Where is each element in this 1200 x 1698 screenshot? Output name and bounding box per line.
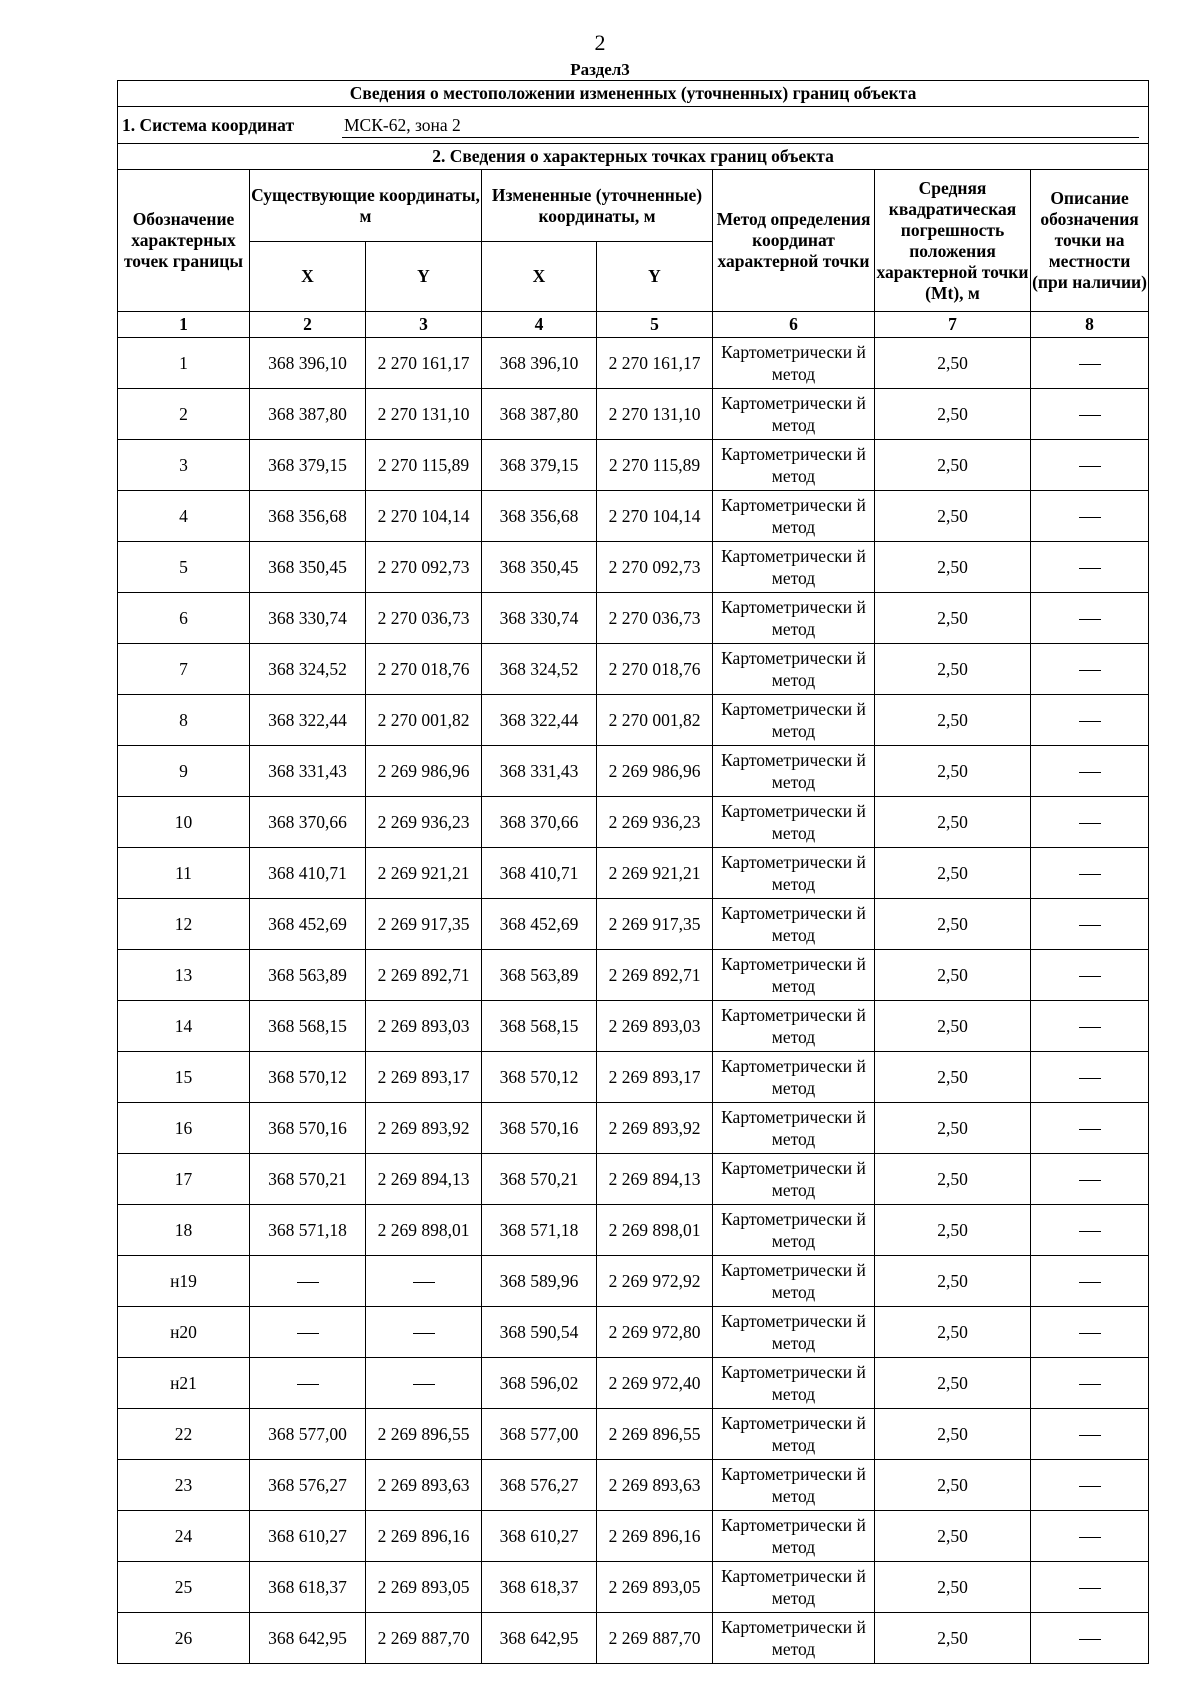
table-row [118,797,1149,848]
cell-changed-y: 2 270 161,17 [597,338,713,389]
cell-changed-y: 2 269 972,92 [597,1256,713,1307]
column-number: 4 [482,312,597,338]
cell-existing-y: 2 270 131,10 [366,389,482,440]
cell-description [1031,491,1149,542]
cell-method: Картометрически й метод [713,1205,875,1256]
cell-changed-x: 368 570,12 [482,1052,597,1103]
cell-changed-y: 2 270 001,82 [597,695,713,746]
cell-method: Картометрически й метод [713,542,875,593]
dash-mark [1079,1180,1101,1181]
cell-changed-x: 368 322,44 [482,695,597,746]
header-changed-x: X [482,242,597,312]
cell-error-mt: 2,50 [875,1256,1031,1307]
cell-existing-x: 368 571,18 [250,1205,366,1256]
dash-mark [1079,1486,1101,1487]
dash-mark [1079,1384,1101,1385]
cell-error-mt: 2,50 [875,1409,1031,1460]
cell-existing-x: 368 322,44 [250,695,366,746]
dash-mark [1079,1027,1101,1028]
cell-point-id: 3 [118,440,250,491]
table-row [118,389,1149,440]
cell-changed-x: 368 563,89 [482,950,597,1001]
header-changed: Измененные (уточненные) координаты, м [482,170,713,242]
dash-mark [1079,1129,1101,1130]
cell-changed-y: 2 270 115,89 [597,440,713,491]
cell-point-id: 16 [118,1103,250,1154]
cell-description [1031,1256,1149,1307]
column-number: 1 [118,312,250,338]
table-row [118,1205,1149,1256]
dash-mark [1079,1435,1101,1436]
cell-description [1031,797,1149,848]
dash-mark [1079,619,1101,620]
cell-existing-y: 2 269 893,63 [366,1460,482,1511]
column-number: 3 [366,312,482,338]
cell-method: Картометрически й метод [713,1460,875,1511]
cell-point-id: 14 [118,1001,250,1052]
cell-point-id: н19 [118,1256,250,1307]
cell-description [1031,899,1149,950]
cell-existing-y: 2 269 887,70 [366,1613,482,1664]
cell-existing-x: 368 452,69 [250,899,366,950]
dash-mark [1079,415,1101,416]
dash-mark [1079,670,1101,671]
cell-point-id: 15 [118,1052,250,1103]
cell-error-mt: 2,50 [875,542,1031,593]
cell-changed-y: 2 269 921,21 [597,848,713,899]
dash-mark [413,1384,435,1385]
cell-changed-y: 2 269 893,63 [597,1460,713,1511]
cell-method: Картометрически й метод [713,440,875,491]
cell-changed-x: 368 571,18 [482,1205,597,1256]
table-row [118,899,1149,950]
dash-mark [1079,1588,1101,1589]
cell-description [1031,1307,1149,1358]
table-row [118,1103,1149,1154]
page-number: 2 [594,30,606,55]
cell-changed-x: 368 330,74 [482,593,597,644]
table-row [118,1460,1149,1511]
table-row [118,491,1149,542]
dash-mark [1079,466,1101,467]
table-row [118,1001,1149,1052]
cell-point-id: 11 [118,848,250,899]
header-designation: Обозначение характерных точек границы [118,170,250,312]
cell-existing-y: 2 269 893,17 [366,1052,482,1103]
cell-point-id: 8 [118,695,250,746]
cell-point-id: н21 [118,1358,250,1409]
cell-error-mt: 2,50 [875,899,1031,950]
cell-existing-x: 368 330,74 [250,593,366,644]
dash-mark [1079,517,1101,518]
cell-changed-x: 368 596,02 [482,1358,597,1409]
cell-changed-y: 2 270 131,10 [597,389,713,440]
table-row [118,338,1149,389]
dash-mark [1079,976,1101,977]
cell-method: Картометрически й метод [713,1358,875,1409]
cell-changed-y: 2 269 936,23 [597,797,713,848]
cell-changed-x: 368 452,69 [482,899,597,950]
dash-mark [413,1333,435,1334]
cell-error-mt: 2,50 [875,1460,1031,1511]
cell-description [1031,746,1149,797]
cell-existing-y: 2 269 921,21 [366,848,482,899]
cell-point-id: 23 [118,1460,250,1511]
dash-mark [297,1333,319,1334]
cell-existing-x: 368 563,89 [250,950,366,1001]
cell-point-id: 9 [118,746,250,797]
cell-method: Картометрически й метод [713,1256,875,1307]
table-row [118,542,1149,593]
cell-error-mt: 2,50 [875,1562,1031,1613]
cell-existing-y: 2 269 896,16 [366,1511,482,1562]
table-row [118,1562,1149,1613]
cell-changed-x: 368 618,37 [482,1562,597,1613]
cell-method: Картометрически й метод [713,746,875,797]
cell-changed-y: 2 270 036,73 [597,593,713,644]
column-number: 6 [713,312,875,338]
cell-existing-y: 2 270 161,17 [366,338,482,389]
cell-existing-y: 2 269 893,03 [366,1001,482,1052]
table-subtitle: 2. Сведения о характерных точках границ объекта [118,144,1149,170]
cell-changed-y: 2 269 893,05 [597,1562,713,1613]
cell-method: Картометрически й метод [713,338,875,389]
cell-description [1031,848,1149,899]
cell-method: Картометрически й метод [713,1511,875,1562]
cell-changed-y: 2 269 893,17 [597,1052,713,1103]
cell-method: Картометрически й метод [713,644,875,695]
cell-method: Картометрически й метод [713,1307,875,1358]
cell-description [1031,644,1149,695]
section-title: Раздел3 [570,60,630,79]
cell-existing-x: 368 331,43 [250,746,366,797]
dash-mark [1079,874,1101,875]
cell-method: Картометрически й метод [713,1409,875,1460]
cell-error-mt: 2,50 [875,1511,1031,1562]
cell-existing-x: 368 410,71 [250,848,366,899]
header-description: Описание обозначения точки на местности (при наличии) [1031,170,1149,312]
header-error: Средняя квадратическая погрешность положения характерной точки (Mt), м [875,170,1031,312]
cell-point-id: 26 [118,1613,250,1664]
boundary-points-table [117,80,1149,1664]
cell-method: Картометрически й метод [713,1613,875,1664]
cell-description [1031,1001,1149,1052]
cell-changed-x: 368 576,27 [482,1460,597,1511]
cell-changed-x: 368 610,27 [482,1511,597,1562]
coordinate-system-label: 1. Система координат [122,114,295,135]
cell-point-id: 5 [118,542,250,593]
table-row [118,593,1149,644]
cell-error-mt: 2,50 [875,746,1031,797]
cell-existing-y: 2 269 898,01 [366,1205,482,1256]
cell-changed-x: 368 589,96 [482,1256,597,1307]
cell-existing-y [366,1358,482,1409]
cell-error-mt: 2,50 [875,1001,1031,1052]
cell-point-id: н20 [118,1307,250,1358]
cell-error-mt: 2,50 [875,950,1031,1001]
cell-point-id: 24 [118,1511,250,1562]
cell-changed-x: 368 324,52 [482,644,597,695]
table-row [118,1256,1149,1307]
table-title: Сведения о местоположении измененных (уточненных) границ объекта [118,81,1149,107]
cell-description [1031,1562,1149,1613]
cell-existing-y: 2 269 893,92 [366,1103,482,1154]
cell-method: Картометрически й метод [713,1052,875,1103]
cell-changed-x: 368 577,00 [482,1409,597,1460]
cell-point-id: 17 [118,1154,250,1205]
cell-error-mt: 2,50 [875,848,1031,899]
column-number: 5 [597,312,713,338]
table-row [118,695,1149,746]
cell-changed-y: 2 269 893,92 [597,1103,713,1154]
cell-changed-x: 368 370,66 [482,797,597,848]
cell-existing-x [250,1307,366,1358]
cell-method: Картометрически й метод [713,491,875,542]
cell-error-mt: 2,50 [875,338,1031,389]
dash-mark [1079,1231,1101,1232]
dash-mark [1079,772,1101,773]
cell-changed-x: 368 350,45 [482,542,597,593]
cell-point-id: 25 [118,1562,250,1613]
cell-point-id: 18 [118,1205,250,1256]
cell-existing-y: 2 270 115,89 [366,440,482,491]
cell-description [1031,542,1149,593]
cell-description [1031,950,1149,1001]
cell-existing-y: 2 269 986,96 [366,746,482,797]
dash-mark [1079,823,1101,824]
dash-mark [1079,721,1101,722]
cell-description [1031,389,1149,440]
cell-method: Картометрически й метод [713,848,875,899]
cell-description [1031,1460,1149,1511]
cell-method: Картометрически й метод [713,899,875,950]
cell-existing-y: 2 270 018,76 [366,644,482,695]
cell-existing-x: 368 387,80 [250,389,366,440]
cell-error-mt: 2,50 [875,797,1031,848]
cell-existing-y: 2 270 036,73 [366,593,482,644]
table-row [118,950,1149,1001]
cell-error-mt: 2,50 [875,1103,1031,1154]
dash-mark [1079,1537,1101,1538]
cell-changed-y: 2 269 892,71 [597,950,713,1001]
cell-method: Картометрически й метод [713,1001,875,1052]
dash-mark [1079,1282,1101,1283]
table-row [118,1154,1149,1205]
cell-changed-x: 368 570,16 [482,1103,597,1154]
column-number: 8 [1031,312,1149,338]
cell-changed-y: 2 269 972,40 [597,1358,713,1409]
cell-method: Картометрически й метод [713,1562,875,1613]
cell-error-mt: 2,50 [875,695,1031,746]
cell-changed-y: 2 269 898,01 [597,1205,713,1256]
cell-method: Картометрически й метод [713,695,875,746]
cell-existing-x: 368 396,10 [250,338,366,389]
cell-existing-y: 2 269 892,71 [366,950,482,1001]
cell-changed-x: 368 410,71 [482,848,597,899]
cell-error-mt: 2,50 [875,1052,1031,1103]
cell-changed-y: 2 269 896,16 [597,1511,713,1562]
cell-method: Картометрически й метод [713,797,875,848]
dash-mark [1079,925,1101,926]
cell-existing-x [250,1358,366,1409]
header-changed-y: Y [597,242,713,312]
cell-changed-x: 368 396,10 [482,338,597,389]
cell-existing-x: 368 570,12 [250,1052,366,1103]
cell-changed-x: 368 331,43 [482,746,597,797]
cell-existing-x: 368 570,16 [250,1103,366,1154]
cell-changed-x: 368 356,68 [482,491,597,542]
table-row [118,1307,1149,1358]
cell-changed-y: 2 270 018,76 [597,644,713,695]
cell-error-mt: 2,50 [875,491,1031,542]
cell-point-id: 22 [118,1409,250,1460]
cell-description [1031,1205,1149,1256]
cell-method: Картометрически й метод [713,593,875,644]
table-row [118,1613,1149,1664]
cell-description [1031,1154,1149,1205]
column-number: 2 [250,312,366,338]
cell-description [1031,1409,1149,1460]
cell-error-mt: 2,50 [875,1307,1031,1358]
cell-changed-x: 368 387,80 [482,389,597,440]
cell-changed-y: 2 270 104,14 [597,491,713,542]
dash-mark [1079,568,1101,569]
cell-description [1031,1358,1149,1409]
table-row [118,1511,1149,1562]
cell-existing-x: 368 568,15 [250,1001,366,1052]
header-existing: Существующие координаты, м [250,170,482,242]
cell-existing-x: 368 618,37 [250,1562,366,1613]
cell-error-mt: 2,50 [875,644,1031,695]
cell-existing-x: 368 356,68 [250,491,366,542]
cell-point-id: 13 [118,950,250,1001]
cell-error-mt: 2,50 [875,1205,1031,1256]
cell-existing-x: 368 570,21 [250,1154,366,1205]
cell-existing-y: 2 270 001,82 [366,695,482,746]
cell-existing-y: 2 270 104,14 [366,491,482,542]
cell-existing-x: 368 610,27 [250,1511,366,1562]
dash-mark [1079,1078,1101,1079]
cell-description [1031,1052,1149,1103]
cell-changed-y: 2 270 092,73 [597,542,713,593]
cell-changed-y: 2 269 986,96 [597,746,713,797]
cell-error-mt: 2,50 [875,1358,1031,1409]
cell-existing-y: 2 270 092,73 [366,542,482,593]
cell-existing-x: 368 576,27 [250,1460,366,1511]
cell-error-mt: 2,50 [875,1613,1031,1664]
cell-description [1031,1511,1149,1562]
cell-point-id: 7 [118,644,250,695]
cell-changed-y: 2 269 887,70 [597,1613,713,1664]
cell-existing-y: 2 269 917,35 [366,899,482,950]
dash-mark [1079,364,1101,365]
cell-changed-y: 2 269 972,80 [597,1307,713,1358]
cell-existing-x: 368 379,15 [250,440,366,491]
table-row [118,1409,1149,1460]
header-existing-x: X [250,242,366,312]
cell-error-mt: 2,50 [875,1154,1031,1205]
table-row [118,1052,1149,1103]
cell-existing-x: 368 642,95 [250,1613,366,1664]
header-method: Метод определения координат характерной точки [713,170,875,312]
cell-existing-x: 368 577,00 [250,1409,366,1460]
cell-method: Картометрически й метод [713,950,875,1001]
dash-mark [297,1282,319,1283]
coordinate-system-value: МСК-62, зона 2 [342,113,1139,138]
cell-existing-y: 2 269 894,13 [366,1154,482,1205]
cell-description [1031,1613,1149,1664]
cell-changed-x: 368 379,15 [482,440,597,491]
cell-point-id: 2 [118,389,250,440]
cell-error-mt: 2,50 [875,389,1031,440]
cell-existing-y: 2 269 893,05 [366,1562,482,1613]
table-row [118,440,1149,491]
cell-changed-x: 368 590,54 [482,1307,597,1358]
cell-changed-x: 368 642,95 [482,1613,597,1664]
cell-existing-x: 368 324,52 [250,644,366,695]
cell-description [1031,338,1149,389]
cell-changed-y: 2 269 917,35 [597,899,713,950]
cell-description [1031,1103,1149,1154]
cell-method: Картометрически й метод [713,1103,875,1154]
dash-mark [297,1384,319,1385]
dash-mark [1079,1639,1101,1640]
cell-description [1031,440,1149,491]
cell-changed-x: 368 568,15 [482,1001,597,1052]
column-number: 7 [875,312,1031,338]
cell-error-mt: 2,50 [875,440,1031,491]
cell-description [1031,593,1149,644]
table-row [118,1358,1149,1409]
cell-changed-y: 2 269 894,13 [597,1154,713,1205]
cell-existing-x: 368 370,66 [250,797,366,848]
cell-point-id: 12 [118,899,250,950]
cell-method: Картометрически й метод [713,389,875,440]
cell-changed-x: 368 570,21 [482,1154,597,1205]
table-row [118,848,1149,899]
cell-existing-x [250,1256,366,1307]
cell-error-mt: 2,50 [875,593,1031,644]
dash-mark [1079,1333,1101,1334]
cell-point-id: 4 [118,491,250,542]
cell-changed-y: 2 269 893,03 [597,1001,713,1052]
header-existing-y: Y [366,242,482,312]
cell-existing-y: 2 269 896,55 [366,1409,482,1460]
cell-method: Картометрически й метод [713,1154,875,1205]
cell-changed-y: 2 269 896,55 [597,1409,713,1460]
cell-existing-y [366,1307,482,1358]
cell-existing-x: 368 350,45 [250,542,366,593]
table-row [118,644,1149,695]
cell-description [1031,695,1149,746]
dash-mark [413,1282,435,1283]
cell-point-id: 6 [118,593,250,644]
cell-existing-y [366,1256,482,1307]
cell-point-id: 1 [118,338,250,389]
table-row [118,746,1149,797]
coordinate-system-row [118,107,1149,144]
cell-existing-y: 2 269 936,23 [366,797,482,848]
cell-point-id: 10 [118,797,250,848]
